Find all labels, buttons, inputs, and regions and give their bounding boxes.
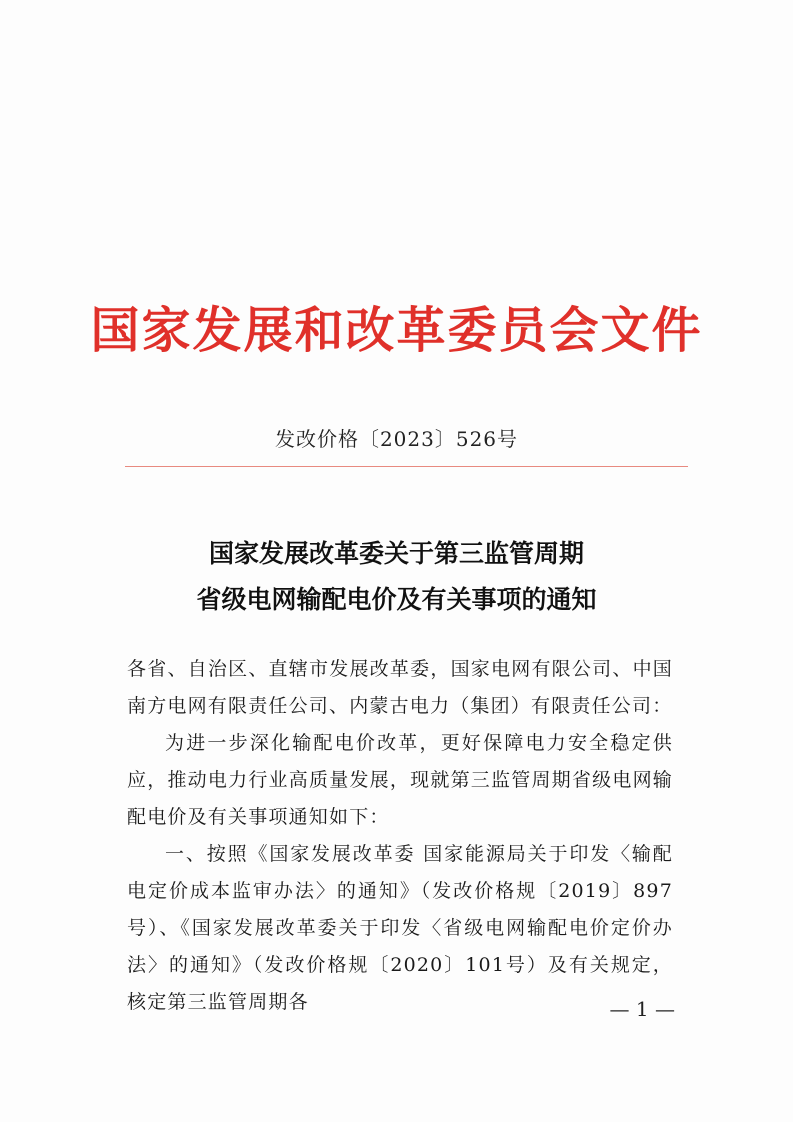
page-number: — 1 — — [609, 997, 675, 1021]
title-line-1: 国家发展改革委关于第三监管周期 — [208, 539, 584, 568]
title-line-2: 省级电网输配电价及有关事项的通知 — [196, 585, 597, 614]
issuer-masthead: 国家发展和改革委员会文件 — [90, 301, 703, 359]
document-title — [0, 531, 793, 623]
intro-paragraph: 为进一步深化输配电价改革，更好保障电力安全稳定供应，推动电力行业高质量发展，现就第三监管周期省级电网输配电价及有关事项通知如下： — [127, 732, 673, 828]
addressee-paragraph: 各省、自治区、直辖市发展改革委，国家电网有限公司、中国南方电网有限责任公司、内蒙古电力（集团）有限责任公司： — [127, 658, 673, 717]
document-number: 发改价格〔2023〕526号 — [274, 427, 519, 451]
document-body — [127, 651, 673, 1021]
section-one-paragraph: 一、按照《国家发展改革委 国家能源局关于印发〈输配电定价成本监审办法〉的通知》（发改价格规〔2019〕897号）、《国家发展改革委关于印发〈省级电网输配电价定价办法〉的通知》（发改价格规〔2020〕101号）及有关规定，核定第三监管周期各 — [127, 843, 673, 1013]
red-separator-line — [125, 466, 688, 467]
